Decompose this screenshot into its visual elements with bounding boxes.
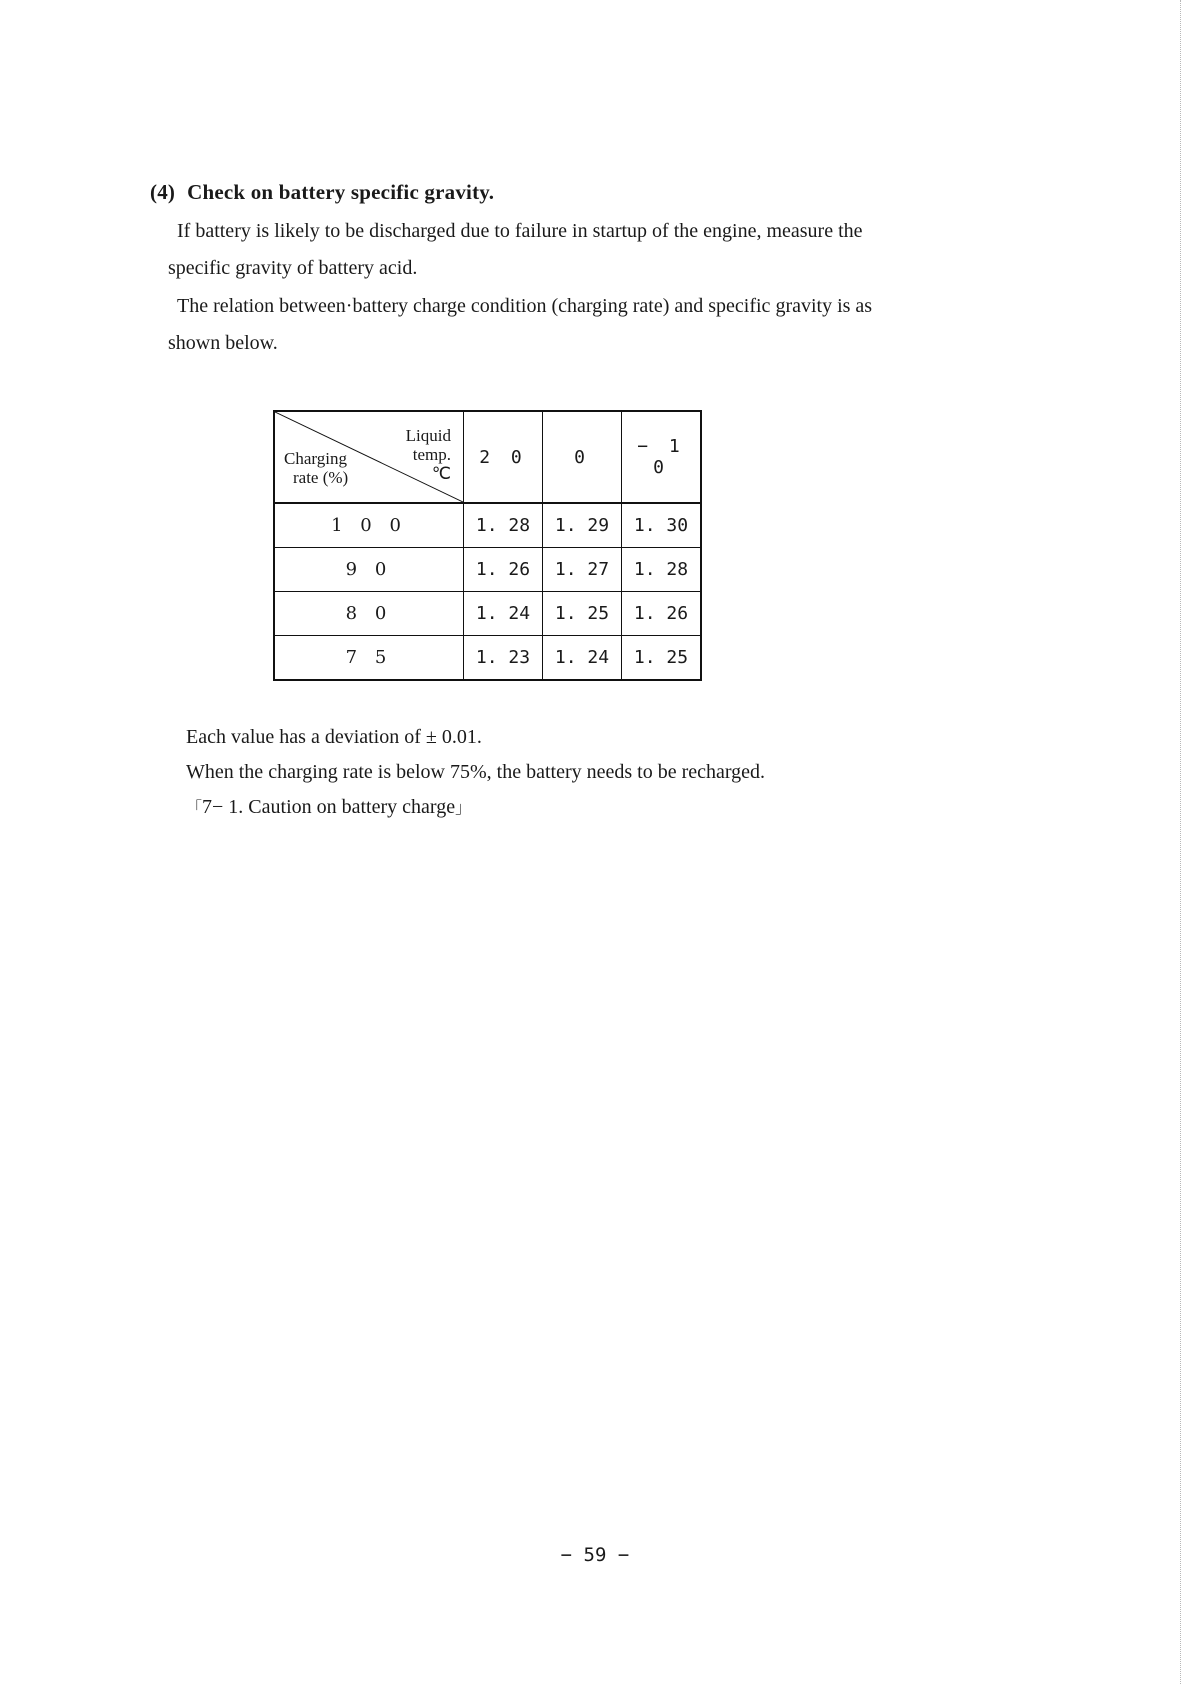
liquid-temp-label <box>406 426 451 483</box>
temp-header-20: 2 0 <box>464 411 543 503</box>
paragraph-line: shown below. <box>168 332 278 354</box>
liquid-label-unit: ℃ <box>431 464 451 483</box>
paragraph-line: specific gravity of battery acid. <box>168 257 418 279</box>
liquid-label-line: temp. <box>412 445 451 464</box>
rate-cell: 1 0 0 <box>274 503 464 548</box>
table-row <box>274 548 701 592</box>
gravity-cell: 1. 26 <box>464 548 543 592</box>
table-header-row <box>274 411 701 503</box>
rate-cell: 9 0 <box>274 548 464 592</box>
charging-label-line: Charging <box>284 449 347 468</box>
gravity-cell: 1. 29 <box>543 503 622 548</box>
paragraph-line: The relation between·battery charge condition (charging rate) and specific gravity is as <box>177 295 873 317</box>
section-heading <box>150 180 494 205</box>
deviation-note: Each value has a deviation of ± 0.01. <box>186 726 482 748</box>
liquid-label-line: Liquid <box>405 426 451 445</box>
paragraph-relation <box>168 288 1018 362</box>
paragraph-discharge <box>168 213 1018 287</box>
recharge-note: When the charging rate is below 75%, the battery needs to be recharged. <box>186 761 766 783</box>
charging-rate-label <box>284 449 348 487</box>
gravity-cell: 1. 24 <box>543 636 622 681</box>
temp-header-minus-10: − 1 0 <box>622 411 702 503</box>
gravity-cell: 1. 26 <box>622 592 702 636</box>
reference-text: 7− 1. Caution on battery charge <box>202 796 456 818</box>
cross-reference <box>186 793 471 822</box>
reference-close-bracket: 」 <box>455 798 472 817</box>
gravity-cell: 1. 28 <box>464 503 543 548</box>
gravity-cell: 1. 27 <box>543 548 622 592</box>
paragraph-line: If battery is likely to be discharged due to failure in startup of the engine, measure the <box>177 220 863 242</box>
gravity-cell: 1. 25 <box>622 636 702 681</box>
gravity-cell: 1. 24 <box>464 592 543 636</box>
table-row <box>274 503 701 548</box>
temp-header-0: 0 <box>543 411 622 503</box>
gravity-cell: 1. 25 <box>543 592 622 636</box>
rate-cell: 7 5 <box>274 636 464 681</box>
section-number: (4) <box>150 180 176 204</box>
table-row <box>274 592 701 636</box>
table-corner-cell <box>274 411 464 503</box>
gravity-cell: 1. 28 <box>622 548 702 592</box>
rate-cell: 8 0 <box>274 592 464 636</box>
gravity-cell: 1. 30 <box>622 503 702 548</box>
table-row <box>274 636 701 681</box>
page-number: − 59 − <box>560 1544 630 1566</box>
specific-gravity-table <box>273 410 702 681</box>
section-title: Check on battery specific gravity. <box>187 180 495 204</box>
gravity-cell: 1. 23 <box>464 636 543 681</box>
page-edge-divider <box>1180 0 1181 1684</box>
reference-open-bracket: 「 <box>186 798 203 817</box>
charging-label-line: rate (%) <box>293 468 349 487</box>
